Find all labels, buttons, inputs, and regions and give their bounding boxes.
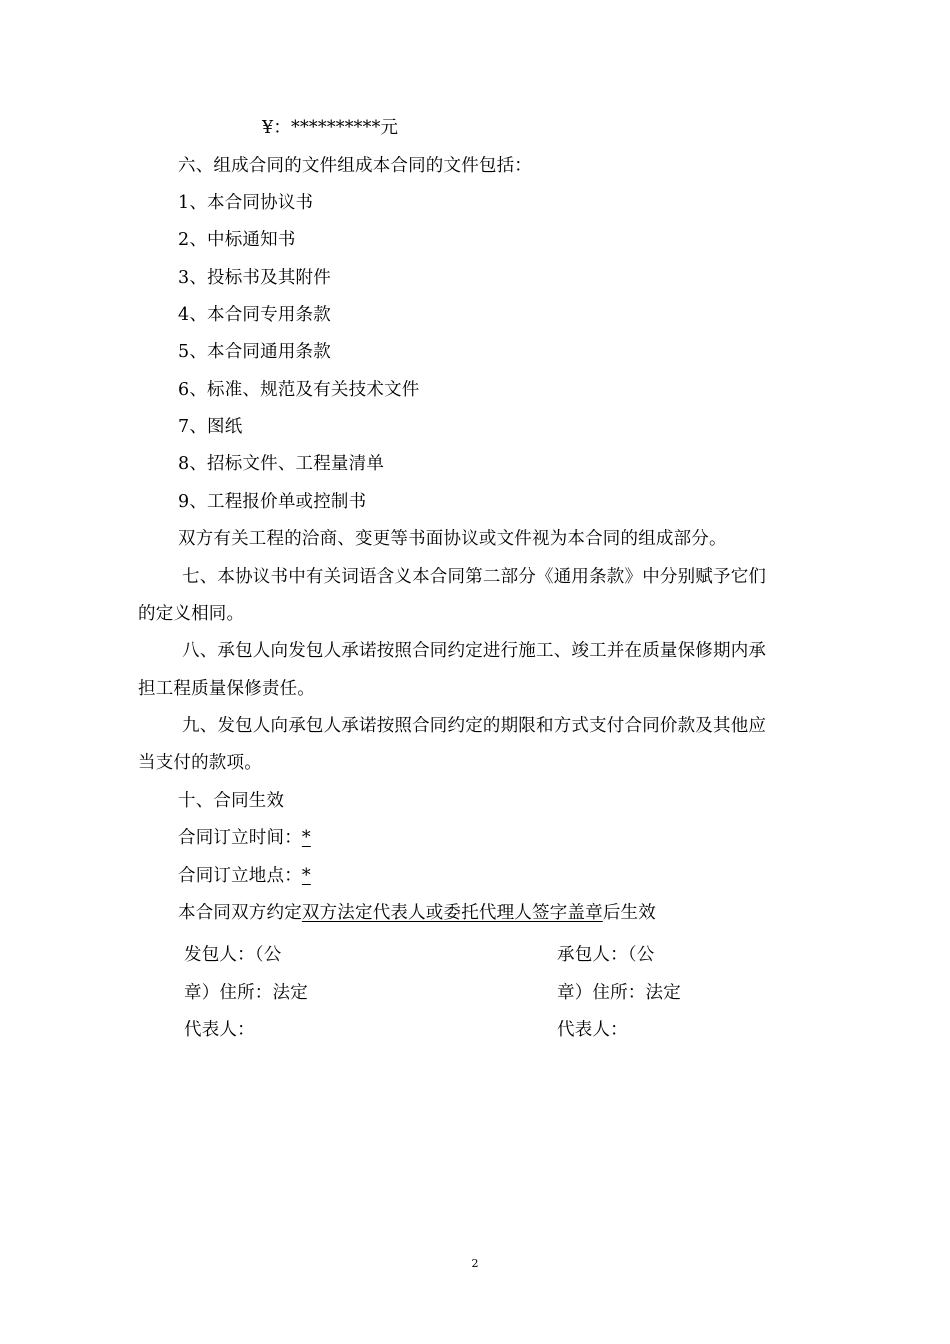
section6-item-6: 6、标准、规范及有关技术文件 bbox=[178, 380, 420, 400]
employer-line2: 章）住所：法定 bbox=[184, 983, 308, 1003]
section9-line1: 九、发包人向承包人承诺按照合同约定的期限和方式支付合同价款及其他应 bbox=[182, 716, 767, 736]
contract-place-label: 合同订立地点： bbox=[178, 866, 302, 886]
section7-line2: 的定义相同。 bbox=[138, 604, 245, 624]
effect-condition: 双方法定代表人或委托代理人签字盖章 bbox=[301, 903, 603, 923]
contractor-line3: 代表人： bbox=[557, 1020, 628, 1040]
contract-time-value: * bbox=[301, 828, 311, 848]
page-number: 2 bbox=[471, 1257, 479, 1270]
section6-item-7: 7、图纸 bbox=[178, 417, 243, 437]
contract-place-value: * bbox=[301, 866, 311, 886]
section6-item-8: 8、招标文件、工程量清单 bbox=[178, 454, 385, 474]
section6-item-1: 1、本合同协议书 bbox=[178, 193, 314, 213]
section10-heading: 十、合同生效 bbox=[178, 791, 285, 811]
effect-suffix: 后生效 bbox=[602, 903, 656, 923]
employer-line3: 代表人： bbox=[184, 1020, 255, 1040]
section8-line1: 八、承包人向发包人承诺按照合同约定进行施工、竣工并在质量保修期内承 bbox=[182, 641, 767, 661]
contractor-line1: 承包人：（公 bbox=[557, 945, 655, 965]
section6-heading: 六、组成合同的文件组成本合同的文件包括： bbox=[178, 156, 532, 176]
contractor-line2: 章）住所：法定 bbox=[557, 983, 681, 1003]
section6-item-5: 5、本合同通用条款 bbox=[178, 342, 331, 362]
section6-item-9: 9、工程报价单或控制书 bbox=[178, 492, 367, 512]
contract-time-label: 合同订立时间： bbox=[178, 828, 302, 848]
contract-effect-row bbox=[178, 903, 656, 923]
section7-line1: 七、本协议书中有关词语含义本合同第二部分《通用条款》中分别赋予它们 bbox=[182, 567, 767, 587]
section6-item-4: 4、本合同专用条款 bbox=[178, 305, 331, 325]
employer-line1: 发包人：（公 bbox=[184, 945, 282, 965]
section6-closing: 双方有关工程的洽商、变更等书面协议或文件视为本合同的组成部分。 bbox=[178, 529, 727, 549]
section9-line2: 当支付的款项。 bbox=[138, 753, 262, 773]
contract-time-row bbox=[178, 828, 311, 848]
contract-price: ¥：**********元 bbox=[262, 118, 399, 138]
effect-prefix: 本合同双方约定 bbox=[178, 903, 302, 923]
section6-item-2: 2、中标通知书 bbox=[178, 230, 296, 250]
section6-item-3: 3、投标书及其附件 bbox=[178, 268, 331, 288]
contract-place-row bbox=[178, 866, 311, 886]
section8-line2: 担工程质量保修责任。 bbox=[138, 679, 315, 699]
